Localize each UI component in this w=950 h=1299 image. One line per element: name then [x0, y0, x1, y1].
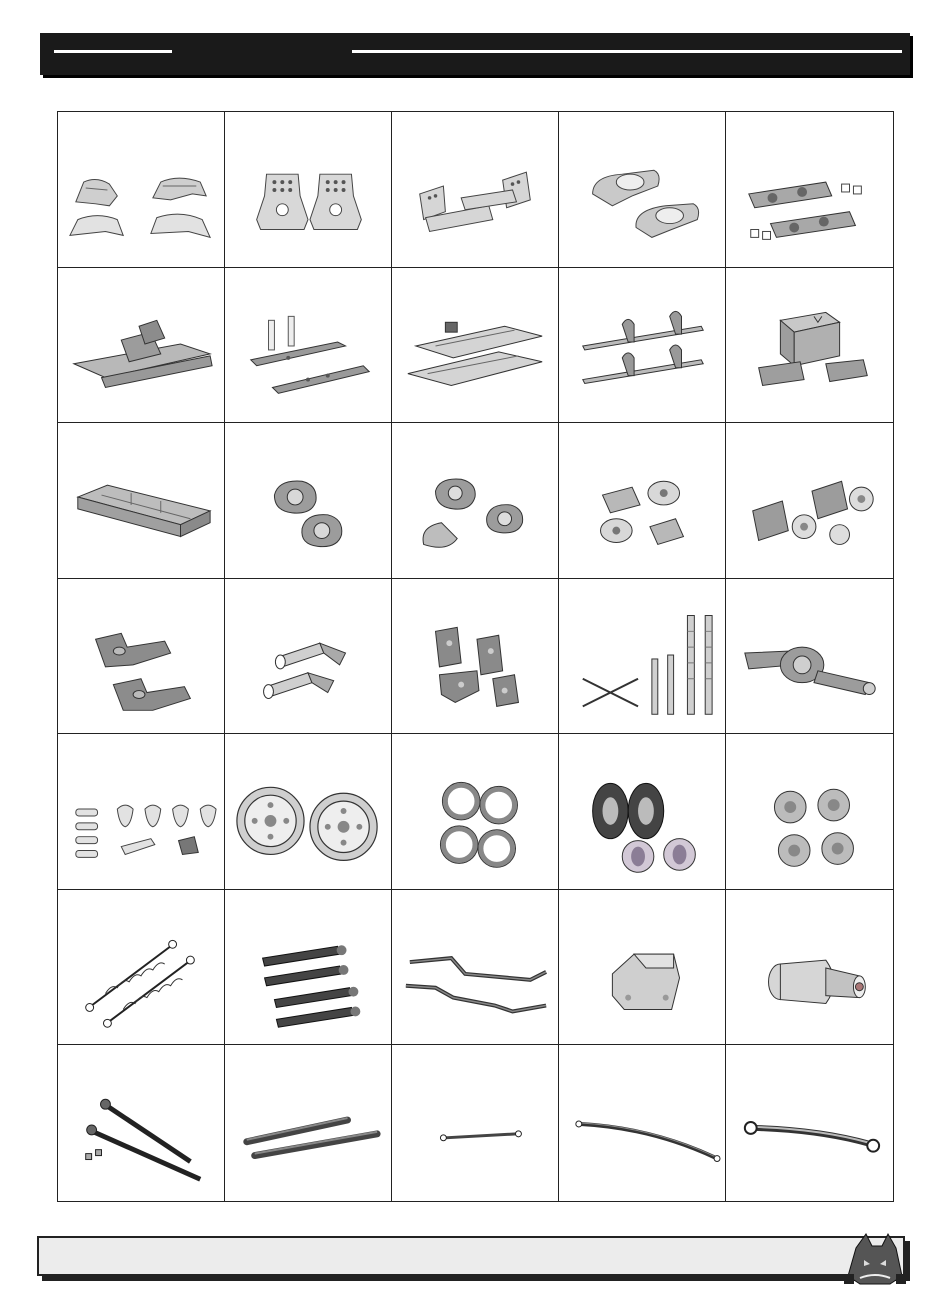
- part-cell: [726, 579, 893, 735]
- part-cell: [559, 734, 726, 890]
- part-cell: [225, 423, 392, 579]
- battery-tray-icon: [62, 435, 220, 565]
- part-cell: [58, 423, 225, 579]
- gearbox-case-set-icon: [396, 435, 554, 565]
- part-cell: [726, 734, 893, 890]
- part-cell: [392, 734, 559, 890]
- chassis-rail-icon: [396, 902, 554, 1032]
- differential-cover-icon: [563, 902, 721, 1032]
- header-rule-left: [54, 50, 172, 53]
- part-cell: [559, 268, 726, 424]
- shock-absorber-icon: [62, 902, 220, 1032]
- inner-fender-icon: [62, 124, 220, 254]
- steering-link-icon: [731, 1058, 889, 1188]
- transmission-case-icon: [229, 435, 387, 565]
- axle-assembly-icon: [731, 591, 889, 721]
- part-cell: [559, 890, 726, 1046]
- part-cell: [559, 423, 726, 579]
- footer-shadow: [42, 1274, 910, 1281]
- straight-axle-shaft-icon: [229, 1058, 387, 1188]
- axle-shaft-icon: [62, 1058, 220, 1188]
- parts-grid: [57, 111, 894, 1202]
- differential-case-icon: [731, 902, 889, 1032]
- side-step-icon: [396, 280, 554, 410]
- header-banner: [40, 33, 910, 75]
- tire-foam-insert-icon: [563, 747, 721, 877]
- part-cell: [225, 112, 392, 268]
- part-cell: [225, 890, 392, 1046]
- short-link-rod-icon: [396, 1058, 554, 1188]
- wheel-rim-icon: [229, 747, 387, 877]
- footer-bar: [37, 1236, 905, 1276]
- part-cell: [58, 268, 225, 424]
- part-cell: [225, 579, 392, 735]
- part-cell: [726, 1045, 893, 1201]
- shock-tower-icon: [229, 124, 387, 254]
- part-cell: [392, 112, 559, 268]
- part-cell: [58, 734, 225, 890]
- header-rule-right: [352, 50, 902, 53]
- part-cell: [559, 579, 726, 735]
- link-mount-icon: [396, 591, 554, 721]
- c-hub-carrier-icon: [62, 591, 220, 721]
- shock-mount-plate-icon: [396, 124, 554, 254]
- steering-knuckle-icon: [563, 124, 721, 254]
- part-cell: [726, 268, 893, 424]
- brand-logo-icon: [838, 1226, 910, 1288]
- front-rear-bumper-icon: [229, 280, 387, 410]
- transfer-case-set-icon: [731, 435, 889, 565]
- part-cell: [726, 112, 893, 268]
- skid-plate-icon: [62, 280, 220, 410]
- universal-joint-icon: [229, 591, 387, 721]
- part-cell: [58, 579, 225, 735]
- part-cell: [559, 112, 726, 268]
- threaded-rod-set-icon: [563, 591, 721, 721]
- tow-hook-shackle-icon: [62, 747, 220, 877]
- part-cell: [225, 734, 392, 890]
- part-cell: [726, 890, 893, 1046]
- part-cell: [58, 1045, 225, 1201]
- part-cell: [58, 890, 225, 1046]
- part-cell: [225, 1045, 392, 1201]
- part-cell: [392, 268, 559, 424]
- part-cell: [559, 1045, 726, 1201]
- drive-shaft-icon: [229, 902, 387, 1032]
- part-cell: [225, 268, 392, 424]
- part-cell: [392, 890, 559, 1046]
- beadlock-ring-icon: [396, 747, 554, 877]
- gear-cover-set-icon: [563, 435, 721, 565]
- part-cell: [392, 423, 559, 579]
- part-cell: [726, 423, 893, 579]
- long-link-rod-icon: [563, 1058, 721, 1188]
- part-cell: [392, 579, 559, 735]
- rock-slider-bar-icon: [563, 280, 721, 410]
- wheel-hub-cap-icon: [731, 747, 889, 877]
- axle-housing-cover-icon: [731, 124, 889, 254]
- part-cell: [58, 112, 225, 268]
- part-cell: [392, 1045, 559, 1201]
- battery-box-icon: [731, 280, 889, 410]
